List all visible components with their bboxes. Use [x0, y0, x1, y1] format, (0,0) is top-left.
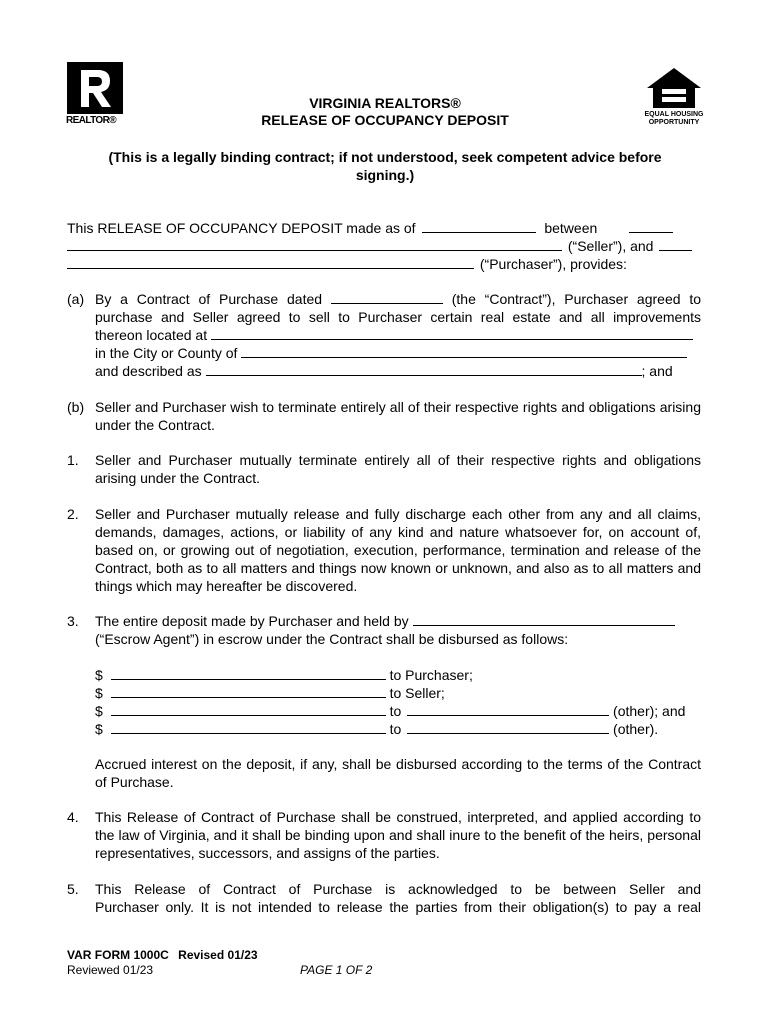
recital-a-marker: (a): [67, 291, 85, 307]
seller-amount-field[interactable]: [111, 684, 386, 698]
section-5-number: 5.: [67, 881, 79, 897]
agreement-date-field[interactable]: [422, 219, 536, 233]
form-id: VAR FORM 1000C: [67, 948, 169, 962]
other-payee-field-2[interactable]: [407, 720, 609, 734]
form-revised: Revised 01/23: [178, 948, 258, 962]
eho-line1: EQUAL HOUSING: [644, 111, 704, 118]
section-2-text: Seller and Purchaser mutually release and fully discharge each other from any and all claims, demands, damages, actions, or liability of any kind and nature whatsoever for, on account of, based on, or growing out of negotiation, execution, performance, termination and release of the Contract, both as to all matters and things now known or unknown, and also as to all matters and things which may hereafter be discovered.: [95, 506, 701, 594]
other-label: (other).: [613, 721, 659, 737]
seller-name-field[interactable]: [67, 237, 562, 251]
dollar-sign: $: [95, 667, 103, 683]
section-3-line1: [95, 612, 675, 630]
section-5-line1: This Release of Contract of Purchase is acknowledged to be between Seller and: [95, 881, 701, 897]
purchaser-name-field-a[interactable]: [659, 237, 692, 251]
recital-b-text: Seller and Purchaser wish to terminate entirely all of their respective rights and obligations arising under the Contract.: [95, 399, 701, 433]
intro-line2: [67, 237, 692, 255]
disbursement-row-seller: [95, 684, 445, 702]
to-label: to: [389, 703, 402, 719]
and-text: ; and: [641, 363, 673, 379]
disbursement-row-purchaser: [95, 666, 473, 684]
recital-a-line2: purchase and Seller agreed to sell to Purchaser certain real estate and all improvements: [95, 309, 701, 325]
association-name: VIRGINIA REALTORS®: [309, 95, 461, 111]
purchaser-name-field[interactable]: [67, 255, 474, 269]
other-amount-field-1[interactable]: [111, 702, 386, 716]
dollar-sign: $: [95, 685, 103, 701]
property-location-field[interactable]: [211, 326, 693, 340]
to-purchaser-label: to Purchaser;: [389, 667, 473, 683]
section-1-text: Seller and Purchaser mutually terminate entirely all of their respective rights and obligations arising under the Contract.: [95, 452, 701, 486]
interest-text: Accrued interest on the deposit, if any, shall be disbursed according to the terms of the Contract of Purchase.: [95, 756, 701, 790]
realtor-logo-label: REALTOR®: [66, 115, 116, 126]
city-county-field[interactable]: [241, 344, 687, 358]
section-3-line2: (“Escrow Agent”) in escrow under the Contract shall be disbursed as follows:: [95, 631, 569, 647]
section-2-number: 2.: [67, 506, 79, 522]
page-number: PAGE 1 OF 2: [300, 963, 373, 977]
intro-line3: [67, 255, 627, 273]
escrow-agent-field[interactable]: [413, 612, 675, 626]
city-county-label: in the City or County of: [95, 345, 238, 361]
purchaser-provides-text: (“Purchaser”), provides:: [479, 256, 627, 272]
seller-and-text: (“Seller”), and: [567, 238, 654, 254]
seller-name-field-a[interactable]: [629, 219, 673, 233]
held-by-label: The entire deposit made by Purchaser and held by: [95, 613, 409, 629]
dollar-sign: $: [95, 721, 103, 737]
recital-a-line1-post: (the “Contract”), Purchaser agreed to: [451, 291, 702, 307]
between-text: between: [544, 220, 598, 236]
to-label: to: [389, 721, 402, 737]
intro-line1: [67, 219, 673, 237]
other-amount-field-2[interactable]: [111, 720, 386, 734]
disbursement-row-other-2: [95, 720, 658, 738]
eho-line2: OPPORTUNITY: [648, 119, 700, 126]
recital-b-marker: (b): [67, 399, 85, 415]
located-at-label: thereon located at: [95, 327, 208, 343]
other-payee-field-1[interactable]: [407, 702, 609, 716]
form-title: RELEASE OF OCCUPANCY DEPOSIT: [261, 112, 509, 128]
section-5-line2: Purchaser only. It is not intended to release the parties from their obligation(s) to pay a real: [95, 899, 701, 915]
purchaser-amount-field[interactable]: [111, 666, 386, 680]
to-seller-label: to Seller;: [389, 685, 445, 701]
footer-form-id: [67, 948, 258, 962]
disbursement-row-other-1: [95, 702, 685, 720]
recital-a-line1: [95, 290, 701, 308]
footer-reviewed: Reviewed 01/23: [67, 963, 154, 977]
recital-a-line3: [95, 326, 693, 344]
dollar-sign: $: [95, 703, 103, 719]
recital-a-line5: [95, 362, 673, 380]
recital-a-line4: [95, 344, 687, 362]
legal-warning: (This is a legally binding contract; if not understood, seek competent advice before signing.): [108, 149, 662, 183]
section-3-number: 3.: [67, 613, 79, 629]
other-and-label: (other); and: [613, 703, 686, 719]
section-1-number: 1.: [67, 452, 79, 468]
section-4-text: This Release of Contract of Purchase shall be construed, interpreted, and applied according to the law of Virginia, and it shall be binding upon and shall inure to the benefit of the heirs, personal representatives, successors, and assigns of the parties.: [95, 809, 701, 861]
section-4-number: 4.: [67, 809, 79, 825]
legal-description-field[interactable]: [206, 362, 642, 376]
intro-text: This RELEASE OF OCCUPANCY DEPOSIT made as of: [67, 220, 416, 236]
contract-date-field[interactable]: [331, 290, 443, 304]
described-as-label: and described as: [95, 363, 202, 379]
recital-a-line1-pre: By a Contract of Purchase dated: [95, 291, 323, 307]
